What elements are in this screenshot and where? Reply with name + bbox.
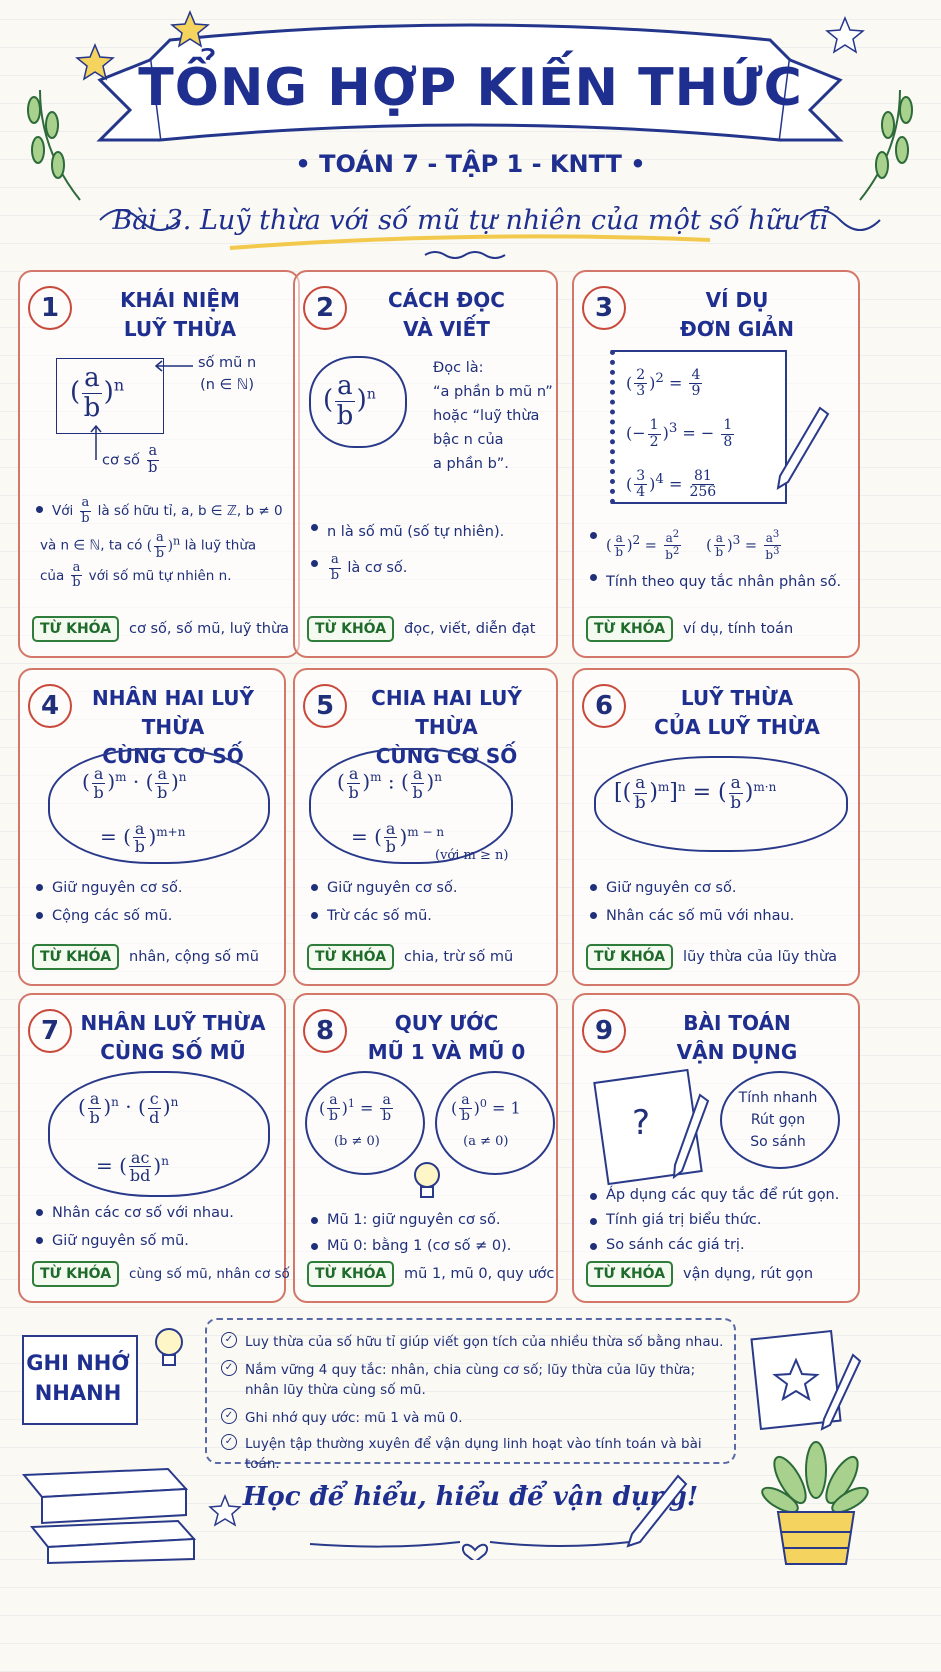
reading-text: Đọc là: “a phần b mũ n” hoặc “luỹ thừa bậc n của a phần b”. <box>433 360 553 472</box>
bullet-list: Giữ nguyên cơ số. Nhân các số mũ với nhau. <box>586 874 848 930</box>
card-title: CÁCH ĐỌC VÀ VIẾT <box>388 288 505 341</box>
keyword-row: TỪ KHÓA chia, trừ số mũ <box>307 944 550 970</box>
card-title: BÀI TOÁN VẬN DỤNG <box>676 1011 798 1064</box>
card-5-divide-same-base <box>293 668 558 986</box>
keyword-tag: TỪ KHÓA <box>32 944 119 970</box>
condition-note: (với m ≥ n) <box>435 848 509 863</box>
card-8-conventions <box>293 993 558 1303</box>
arrow-icon <box>148 360 198 440</box>
card-9-applications <box>572 993 860 1303</box>
keyword-tag: TỪ KHÓA <box>307 616 394 642</box>
keyword-row: TỪ KHÓA nhân, cộng số mũ <box>32 944 278 970</box>
keyword-tag: TỪ KHÓA <box>586 616 673 642</box>
star-icon <box>827 18 863 52</box>
keyword-row: TỪ KHÓA mũ 1, mũ 0, quy ước <box>307 1261 550 1287</box>
card-number: 1 <box>28 286 72 330</box>
card-number: 5 <box>303 684 347 728</box>
keyword-row: TỪ KHÓA vận dụng, rút gọn <box>586 1261 852 1287</box>
note-item: ✓ Nắm vững 4 quy tắc: nhân, chia cùng cơ số; lũy thừa của lũy thừa; <box>221 1360 726 1380</box>
keyword-row: TỪ KHÓA lũy thừa của lũy thừa <box>586 944 852 970</box>
subtitle: • TOÁN 7 - TẬP 1 - KNTT • <box>295 150 646 178</box>
card-title: QUY ƯỚC MŨ 1 VÀ MŨ 0 <box>367 1011 526 1064</box>
card-title: KHÁI NIỆM LUỸ THỪA <box>120 288 240 341</box>
motto: Học để hiểu, hiểu để vận dụng! <box>242 1482 699 1512</box>
keyword-tag: TỪ KHÓA <box>307 1261 394 1287</box>
card-title: CHIA HAI LUỸ THỪA CÙNG CƠ SỐ <box>371 686 522 768</box>
base-label: cơ số $\frac{a}{b}$ <box>102 443 158 476</box>
power-expression: ( $\frac{a}{b}$ )$^n$ <box>323 371 376 431</box>
card-number: 7 <box>28 1009 72 1053</box>
card-7-multiply-same-exponent <box>18 993 290 1303</box>
card-title: NHÂN LUỸ THỪA CÙNG SỐ MŨ <box>80 1011 266 1064</box>
exponent-label: số mũ n (n ∈ ℕ) <box>198 355 257 393</box>
task-list: Tính nhanh Rút gọn So sánh <box>738 1090 818 1150</box>
lightbulb-icon <box>146 1320 192 1380</box>
memo-text: GHI NHỚ NHANH <box>26 1351 130 1405</box>
star-clipboard-icon <box>748 1325 868 1435</box>
keyword-row: TỪ KHÓA cùng số mũ, nhân cơ số <box>32 1261 278 1287</box>
pen-icon <box>670 1091 710 1181</box>
card-2-reading <box>293 270 558 658</box>
keyword-row: TỪ KHÓA đọc, viết, diễn đạt <box>307 616 550 642</box>
pencil-icon <box>620 1470 690 1550</box>
bullet-list: ( $\frac{a}{b}$ )$^2$ = $\frac{a^2}{b^2}$ ( $\frac{a}{b}$ )$^3$ = $\frac{a^3}{b^3}$ Tính theo quy tắc nhân phân số. <box>586 522 848 600</box>
formula-exp0: ( $\frac{a}{b}$ )$^0$ = 1 (a ≠ 0) <box>451 1091 521 1150</box>
card-6-power-of-power <box>572 668 860 986</box>
keyword-row: TỪ KHÓA ví dụ, tính toán <box>586 616 852 642</box>
bullet-list: Giữ nguyên cơ số. Cộng các số mũ. <box>32 874 274 930</box>
bullet-list: Áp dụng các quy tắc để rút gọn. Tính giá trị biểu thức. So sánh các giá trị. <box>586 1183 848 1258</box>
card-title: VÍ DỤ ĐƠN GIẢN <box>679 288 794 341</box>
pencil-icon <box>770 402 830 492</box>
formula: [( $\frac{a}{b}$ )$^m$]$^n$ = ( $\frac{a}{b}$ )$^{m\cdot n}$ <box>614 773 777 813</box>
card-title: NHÂN HAI LUỸ THỪA CÙNG CƠ SỐ <box>91 686 255 768</box>
quick-notes-box <box>205 1318 736 1472</box>
main-title: TỔNG HỢP KIẾN THỨC <box>138 58 803 118</box>
lesson-title: Bài 3. Luỹ thừa với số mũ tự nhiên của một số hữu tỉ <box>112 205 829 236</box>
bullet-list: Với $\frac{a}{b}$ là số hữu tỉ, a, b ∈ ℤ, b ≠ 0 và n ∈ ℕ, ta có ( $\frac{a}{b}$ )$^n$ là luỹ thừa của $\frac{a}{b}$ với số mũ tự nhiên n. <box>32 496 288 591</box>
bullet-list: Giữ nguyên cơ số. Trừ các số mũ. <box>307 874 546 930</box>
bullet-list: n là số mũ (số tự nhiên). $\frac{a}{b}$ là cơ số. <box>307 514 546 586</box>
note-item: ✓ Luyện tập thường xuyên để vận dụng linh hoạt vào tính toán và bài toán. <box>221 1434 726 1474</box>
keyword-tag: TỪ KHÓA <box>32 1261 119 1287</box>
formula: ( $\frac{a}{b}$ )$^m$ · ( $\frac{a}{b}$ )$^n$ = ( $\frac{a}{b}$ )$^{m+n}$ <box>82 764 187 857</box>
keyword-tag: TỪ KHÓA <box>32 616 119 642</box>
card-number: 9 <box>582 1009 626 1053</box>
note-item: ✓ Luy thừa của số hữu tỉ giúp viết gọn tích của nhiều thừa số bằng nhau. <box>221 1332 726 1352</box>
card-1-concept <box>18 270 300 658</box>
note-item: ✓ Ghi nhớ quy ước: mũ 1 và mũ 0. <box>221 1408 726 1428</box>
card-number: 8 <box>303 1009 347 1053</box>
bullet-list: Mũ 1: giữ nguyên cơ số. Mũ 0: bằng 1 (cơ số ≠ 0). <box>307 1207 546 1259</box>
keyword-tag: TỪ KHÓA <box>586 1261 673 1287</box>
plant-pot-icon <box>750 1440 880 1570</box>
formula-exp1: ( $\frac{a}{b}$ )$^1$ = $\frac{a}{b}$ (b ≠ 0) <box>319 1091 392 1150</box>
card-number: 6 <box>582 684 626 728</box>
example-list: ( $\frac{2}{3}$ )$^2$ = $\frac{4}{9}$ (− $\frac{1}{2}$ )$^3$ = − $\frac{1}{8}$ ( $\frac{3}{4}$ )$^4$ = $\frac{81}{256}$ <box>626 366 733 500</box>
lightbulb-icon <box>407 1155 447 1207</box>
card-number: 4 <box>28 684 72 728</box>
question-mark: ? <box>632 1103 651 1143</box>
bullet-list: Nhân các cơ số với nhau. Giữ nguyên số mũ. <box>32 1199 274 1255</box>
card-number: 3 <box>582 286 626 330</box>
note-item-cont: nhân lũy thừa cùng số mũ. <box>245 1382 426 1398</box>
keyword-row: TỪ KHÓA cơ số, số mũ, luỹ thừa <box>32 616 292 642</box>
formula: ( $\frac{a}{b}$ )$^m$ : ( $\frac{a}{b}$ )$^n$ = ( $\frac{a}{b}$ )$^{m - n}$ <box>337 764 445 857</box>
card-3-examples <box>572 270 860 658</box>
card-4-multiply-same-base <box>18 668 286 986</box>
heart-underline <box>300 1520 640 1560</box>
card-title: LUỸ THỪA CỦA LUỸ THỪA <box>654 686 820 739</box>
keyword-tag: TỪ KHÓA <box>586 944 673 970</box>
card-number: 2 <box>303 286 347 330</box>
formula: ( $\frac{a}{b}$ )$^n$ · ( $\frac{c}{d}$ )$^n$ = ( $\frac{ac}{bd}$ )$^n$ <box>78 1089 179 1186</box>
power-expression: ( $\frac{a}{b}$ )$^n$ <box>70 363 125 423</box>
keyword-tag: TỪ KHÓA <box>307 944 394 970</box>
